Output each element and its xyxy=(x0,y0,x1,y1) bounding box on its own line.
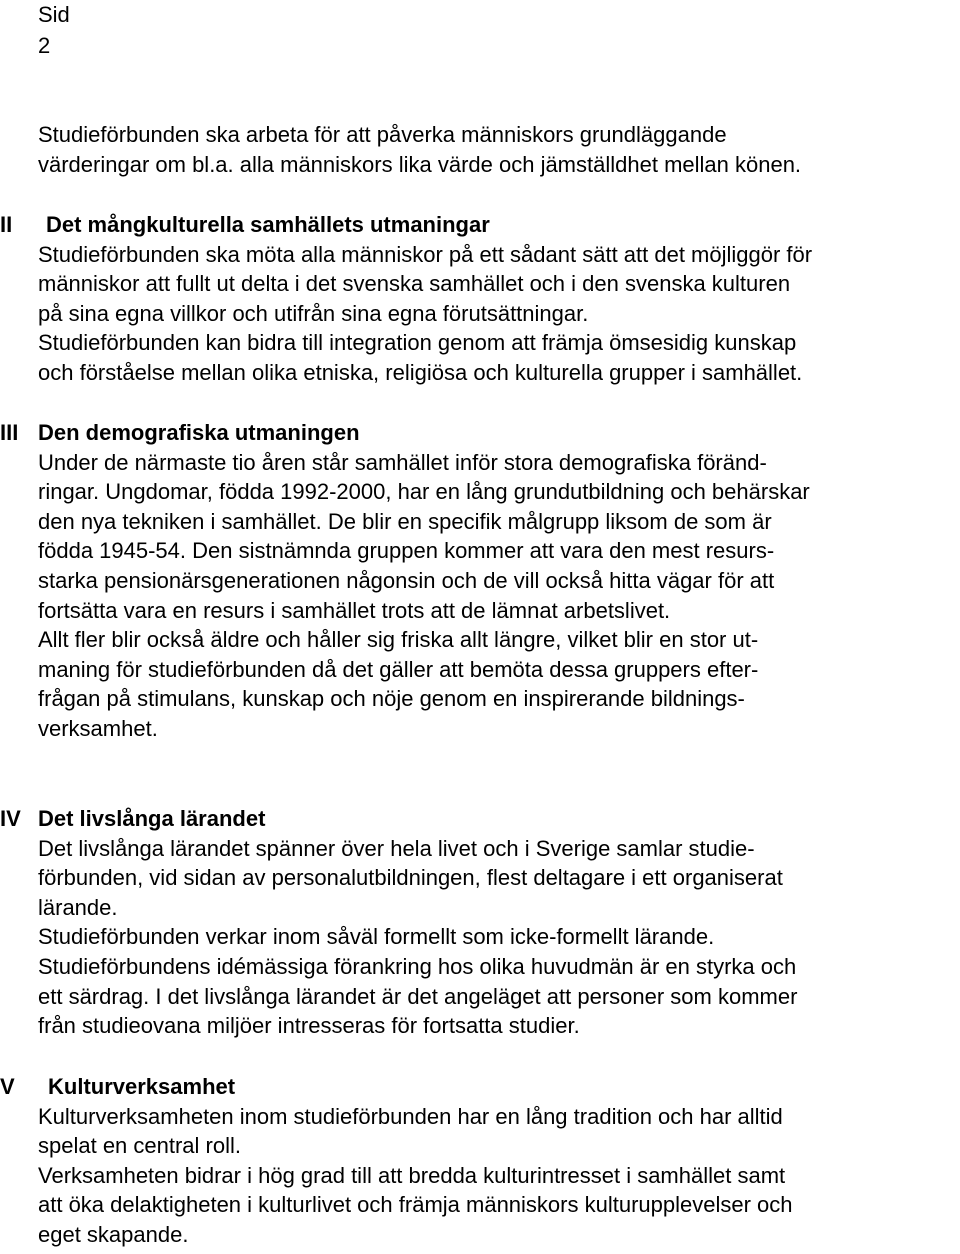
page-number: 2 xyxy=(38,33,51,58)
intro-paragraph xyxy=(38,120,943,179)
paragraph-line: lärande. xyxy=(38,894,118,920)
paragraph-line: födda 1945-54. Den sistnämnda gruppen kommer att vara den mest resurs- xyxy=(38,538,775,564)
paragraph-line: spelat en central roll. xyxy=(38,1133,241,1159)
section-multicultural xyxy=(38,210,943,388)
paragraph-line: Det livslånga lärandet spänner över hela livet och i Sverige samlar studie- xyxy=(38,835,755,861)
section-numeral: V xyxy=(0,1074,15,1099)
section-demographic xyxy=(38,418,943,744)
paragraph-line: eget skapande. xyxy=(38,1221,189,1247)
section-heading: Kulturverksamhet xyxy=(48,1074,236,1099)
section-culture xyxy=(38,1072,943,1250)
paragraph-line: ett särdrag. I det livslånga lärandet är det angeläget att personer som kommer xyxy=(38,983,798,1009)
paragraph-line: värderingar om bl.a. alla människors lika värde och jämställdhet mellan könen. xyxy=(38,151,802,177)
paragraph-line: verksamhet. xyxy=(38,715,158,741)
paragraph-line: från studieovana miljöer intresseras för fortsatta studier. xyxy=(38,1013,580,1039)
paragraph-line: Studieförbunden verkar inom såväl formellt som icke-formellt lärande. xyxy=(38,924,715,950)
paragraph-line: Studieförbunden ska arbeta för att påverka människors grundläggande xyxy=(38,122,727,147)
section-heading: Det livslånga lärandet xyxy=(38,806,266,831)
paragraph-line: Studieförbunden ska möta alla människor på ett sådant sätt att det möjliggör för xyxy=(38,241,813,267)
section-numeral: IV xyxy=(0,806,21,831)
paragraph-line: maning för studieförbunden då det gäller att bemöta dessa gruppers efter- xyxy=(38,656,759,682)
paragraph-line: Allt fler blir också äldre och håller sig friska allt längre, vilket blir en stor ut- xyxy=(38,627,759,653)
paragraph-line: Studieförbunden kan bidra till integration genom att främja ömsesidig kunskap xyxy=(38,330,797,356)
paragraph-line: fortsätta vara en resurs i samhället trots att de lämnat arbetslivet. xyxy=(38,597,671,623)
page-label: Sid xyxy=(38,2,70,27)
paragraph-line: frågan på stimulans, kunskap och nöje genom en inspirerande bildnings- xyxy=(38,686,745,712)
section-heading: Den demografiska utmaningen xyxy=(38,420,360,445)
paragraph-line: den nya tekniken i samhället. De blir en specifik målgrupp liksom de som är xyxy=(38,508,772,534)
paragraph-line: människor att fullt ut delta i det svenska samhället och i den svenska kulturen xyxy=(38,271,791,297)
paragraph-line: på sina egna villkor och utifrån sina egna förutsättningar. xyxy=(38,300,589,326)
paragraph-line: Verksamheten bidrar i hög grad till att bredda kulturintresset i samhället samt xyxy=(38,1162,786,1188)
paragraph-line: ringar. Ungdomar, födda 1992-2000, har en lång grundutbildning och behärskar xyxy=(38,479,810,505)
paragraph-line: Kulturverksamheten inom studieförbunden har en lång tradition och har alltid xyxy=(38,1103,783,1129)
paragraph-line: Under de närmaste tio åren står samhället inför stora demografiska föränd- xyxy=(38,449,767,475)
section-heading: Det mångkulturella samhällets utmaningar xyxy=(46,212,490,237)
paragraph-line: starka pensionärsgenerationen någonsin och de vill också hitta vägar för att xyxy=(38,567,775,593)
paragraph-line: Studieförbundens idémässiga förankring hos olika huvudmän är en styrka och xyxy=(38,953,797,979)
section-lifelong-learning xyxy=(38,804,943,1041)
paragraph-line: att öka delaktigheten i kulturlivet och främja människors kulturupplevelser och xyxy=(38,1192,793,1218)
section-numeral: III xyxy=(0,420,19,445)
paragraph-line: och förståelse mellan olika etniska, religiösa och kulturella grupper i samhället. xyxy=(38,359,803,385)
section-numeral: II xyxy=(0,212,13,237)
paragraph-line: förbunden, vid sidan av personalutbildningen, flest deltagare i ett organiserat xyxy=(38,865,783,891)
